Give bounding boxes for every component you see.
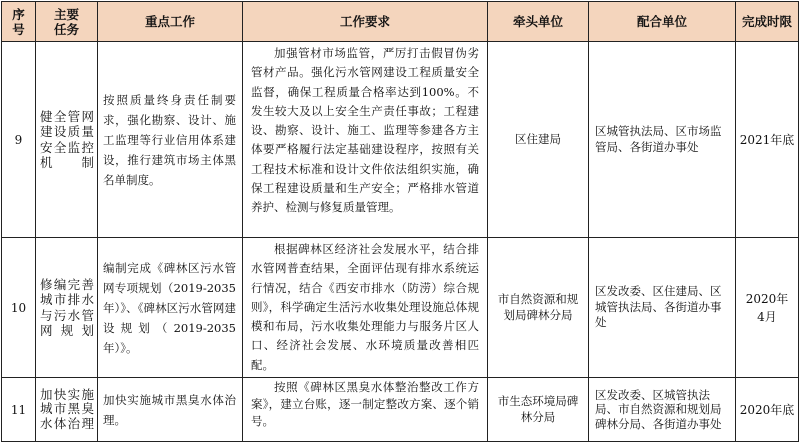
row-task: 健全管网建设质量安全监控机制 [36,42,98,238]
row-deadline: 2020年底 [736,378,799,442]
row-focus: 编制完成《碑林区污水管网专项规划（2019-2035年）》、《碑林区污水管网建设规划（2019-2035年）》。 [98,238,243,378]
row-requirements: 加强管材市场监管，严厉打击假冒伪劣管材产品。强化污水管网建设工程质量安全监督，确保工程质量合格率达到100%。不发生较大及以上安全生产责任事故；工程建设、勘察、设计、施工、监理等参建各方主体要严格履行法定基础建设程序，按照有关工程技术标准和设计文件依法组织实施，确保工程建设质量和生产安全；严格排水管道养护、检测与修复质量管理。 [243,42,488,238]
header-deadline: 完成时限 [736,2,799,42]
table-row [2,378,799,442]
table-row [2,238,799,378]
row-lead: 市自然资源和规划局碑林分局 [488,238,589,378]
row-focus: 按照质量终身责任制要求，强化勘察、设计、施工监理等行业信用体系建设，推行建筑市场主体黑名单制度。 [98,42,243,238]
row-focus: 加快实施城市黑臭水体治理。 [98,378,243,442]
table-row [2,42,799,238]
row-lead: 区住建局 [488,42,589,238]
row-task: 修编完善城市排水与污水管网规划 [36,238,98,378]
row-deadline: 2020年4月 [736,238,799,378]
row-lead: 市生态环境局碑林分局 [488,378,589,442]
row-requirements: 按照《碑林区黑臭水体整治整改工作方案》，建立台账，逐一制定整改方案、逐个销号。 [243,378,488,442]
row-index: 11 [2,378,36,442]
header-cooperate: 配合单位 [589,2,736,42]
row-cooperate: 区发改委、区住建局、区城管执法局、各街道办事处 [589,238,736,378]
header-requirements: 工作要求 [243,2,488,42]
header-lead: 牵头单位 [488,2,589,42]
row-cooperate: 区发改委、区城管执法局、市自然资源和规划局碑林分局、各街道办事处 [589,378,736,442]
header-focus: 重点工作 [98,2,243,42]
row-cooperate: 区城管执法局、区市场监管局、各街道办事处 [589,42,736,238]
row-requirements: 根据碑林区经济社会发展水平，结合排水管网普查结果，全面评估现有排水系统运行情况，结合《西安市排水（防涝）综合规则》，科学确定生活污水收集处理设施总体规模和布局，污水收集处理能力与服务片区人口、经济社会发展、水环境质量改善相匹配。 [243,238,488,378]
header-row [2,2,799,42]
task-table [1,1,799,442]
header-index: 序号 [2,2,36,42]
row-index: 9 [2,42,36,238]
row-deadline: 2021年底 [736,42,799,238]
row-task: 加快实施城市黑臭水体治理 [36,378,98,442]
row-index: 10 [2,238,36,378]
header-task: 主要任务 [36,2,98,42]
